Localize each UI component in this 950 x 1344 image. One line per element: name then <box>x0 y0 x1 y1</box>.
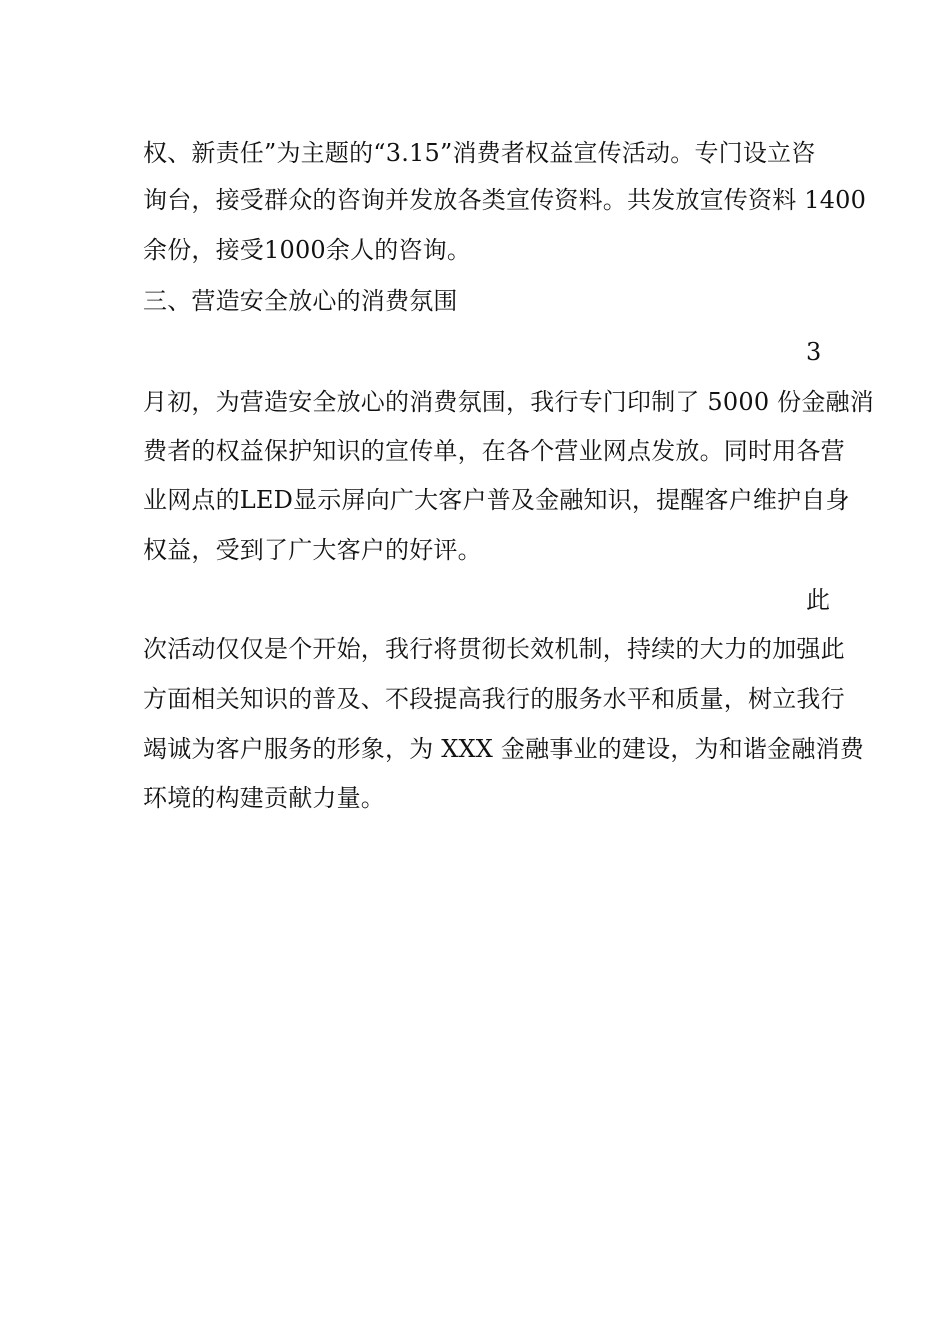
paragraph-3-lead: 此 <box>806 586 830 614</box>
paragraph-1-line-1: 权、新责任”为主题的“3.15”消费者权益宣传活动。专门设立咨 <box>143 139 816 167</box>
paragraph-1-line-2: 询台，接受群众的咨询并发放各类宣传资料。共发放宣传资料 1400 <box>143 186 867 214</box>
paragraph-3-line-3: 竭诚为客户服务的形象，为 XXX 金融事业的建设，为和谐金融消费 <box>143 735 864 763</box>
section-heading: 三、营造安全放心的消费氛围 <box>143 287 458 315</box>
paragraph-2-lead: 3 <box>806 338 822 366</box>
paragraph-3-line-4: 环境的构建贡献力量。 <box>143 784 385 812</box>
paragraph-3-line-1: 次活动仅仅是个开始，我行将贯彻长效机制，持续的大力的加强此 <box>143 635 845 663</box>
paragraph-2-line-3: 业网点的LED显示屏向广大客户普及金融知识，提醒客户维护自身 <box>143 486 850 514</box>
paragraph-2-line-1: 月初，为营造安全放心的消费氛围，我行专门印制了 5000 份金融消 <box>143 388 874 416</box>
paragraph-2-line-4: 权益，受到了广大客户的好评。 <box>143 536 482 564</box>
paragraph-3-line-2: 方面相关知识的普及、不段提高我行的服务水平和质量，树立我行 <box>143 685 845 713</box>
paragraph-2-line-2: 费者的权益保护知识的宣传单，在各个营业网点发放。同时用各营 <box>143 437 845 465</box>
paragraph-1-line-3: 余份，接受1000余人的咨询。 <box>143 236 472 264</box>
